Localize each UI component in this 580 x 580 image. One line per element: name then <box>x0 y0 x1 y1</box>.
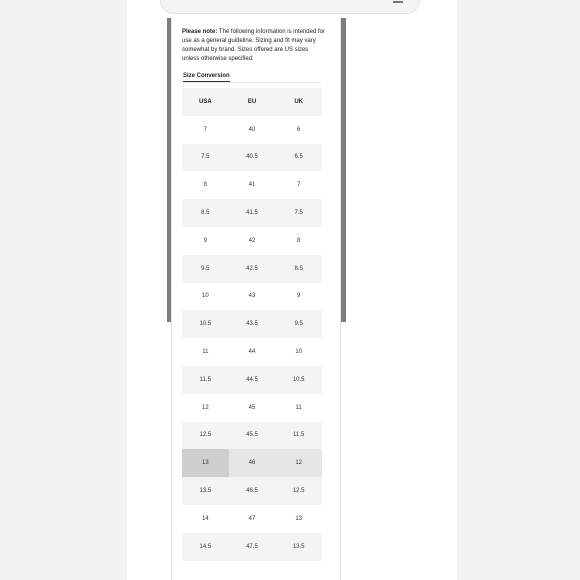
table-cell-uk: 10.5 <box>275 366 322 394</box>
table-cell-eu: 44 <box>229 338 276 366</box>
column-header-eu: EU <box>229 88 276 116</box>
table-cell-uk: 13 <box>275 505 322 533</box>
table-cell-usa: 10.5 <box>182 310 229 338</box>
table-cell-uk: 11 <box>275 394 322 422</box>
table-cell-eu: 47 <box>229 505 276 533</box>
table-cell-eu: 41.5 <box>229 199 276 227</box>
table-cell-eu: 45.5 <box>229 422 276 450</box>
table-cell-uk: 13.5 <box>275 533 322 561</box>
table-row <box>182 199 322 227</box>
table-cell-eu: 43.5 <box>229 310 276 338</box>
table-body <box>182 116 322 561</box>
table-row <box>182 227 322 255</box>
table-cell-uk: 11.5 <box>275 422 322 450</box>
table-cell-eu: 42.5 <box>229 255 276 283</box>
table-header-row <box>182 88 322 116</box>
table-cell-usa: 11.5 <box>182 366 229 394</box>
table-row <box>182 394 322 422</box>
table-cell-uk: 6.5 <box>275 144 322 172</box>
table-cell-usa: 7.5 <box>182 144 229 172</box>
tab-size-conversion[interactable]: Size Conversion <box>183 73 230 82</box>
table-cell-eu: 47.5 <box>229 533 276 561</box>
table-cell-eu: 45 <box>229 394 276 422</box>
table-row <box>182 366 322 394</box>
size-chart-modal <box>171 18 341 580</box>
table-cell-usa: 11 <box>182 338 229 366</box>
table-cell-usa: 9.5 <box>182 255 229 283</box>
table-cell-eu: 44.5 <box>229 366 276 394</box>
table-row <box>182 255 322 283</box>
table-cell-eu: 40 <box>229 116 276 144</box>
size-note <box>182 28 326 64</box>
table-cell-usa: 13.5 <box>182 477 229 505</box>
table-row <box>182 533 322 561</box>
table-cell-uk: 9.5 <box>275 310 322 338</box>
table-cell-eu: 41 <box>229 171 276 199</box>
size-conversion-table <box>182 88 322 561</box>
table-cell-usa: 13 <box>182 449 229 477</box>
table-cell-uk: 7.5 <box>275 199 322 227</box>
table-cell-uk: 12 <box>275 449 322 477</box>
table-row <box>182 338 322 366</box>
table-row <box>182 477 322 505</box>
table-cell-eu: 40.5 <box>229 144 276 172</box>
table-row <box>182 449 322 477</box>
table-cell-eu: 46.5 <box>229 477 276 505</box>
menu-icon[interactable] <box>393 1 403 3</box>
table-row <box>182 505 322 533</box>
column-header-uk: UK <box>275 88 322 116</box>
table-cell-usa: 8 <box>182 171 229 199</box>
table-cell-usa: 12.5 <box>182 422 229 450</box>
table-cell-uk: 8 <box>275 227 322 255</box>
search-pill[interactable] <box>160 0 420 14</box>
table-cell-usa: 7 <box>182 116 229 144</box>
note-label: Please note: <box>182 29 218 35</box>
table-cell-usa: 9 <box>182 227 229 255</box>
table-cell-uk: 7 <box>275 171 322 199</box>
table-cell-uk: 6 <box>275 116 322 144</box>
note-text: The following information is intended for use as a general guideline. Sizing and fit may vary somewhat by brand. Sizes offered are US sizes unless otherwise specified. <box>182 29 325 62</box>
table-cell-usa: 14.5 <box>182 533 229 561</box>
table-row <box>182 422 322 450</box>
column-header-usa: USA <box>182 88 229 116</box>
table-cell-uk: 12.5 <box>275 477 322 505</box>
table-cell-usa: 12 <box>182 394 229 422</box>
table-cell-usa: 10 <box>182 283 229 311</box>
table-cell-usa: 14 <box>182 505 229 533</box>
table-cell-uk: 9 <box>275 283 322 311</box>
tab-divider <box>183 82 321 83</box>
table-row <box>182 171 322 199</box>
table-cell-uk: 10 <box>275 338 322 366</box>
table-cell-eu: 42 <box>229 227 276 255</box>
table-row <box>182 283 322 311</box>
table-cell-uk: 8.5 <box>275 255 322 283</box>
table-cell-eu: 46 <box>229 449 276 477</box>
table-row <box>182 116 322 144</box>
table-row <box>182 310 322 338</box>
table-cell-usa: 8.5 <box>182 199 229 227</box>
table-row <box>182 144 322 172</box>
table-cell-eu: 43 <box>229 283 276 311</box>
